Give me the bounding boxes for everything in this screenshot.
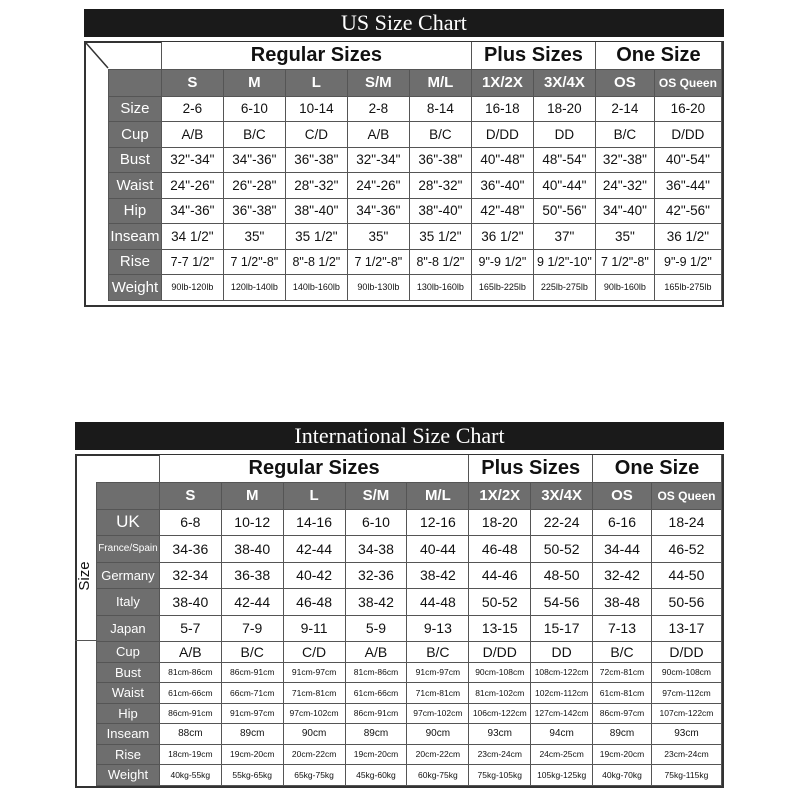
intl-cell: 72cm-81cm: [593, 662, 652, 683]
intl-cell: 12-16: [407, 509, 469, 536]
intl-cell: 81cm-86cm: [159, 662, 221, 683]
intl-cell: 34-36: [159, 536, 221, 563]
intl-cell: 105kg-125kg: [531, 765, 593, 786]
intl-row-label: Germany: [97, 562, 160, 589]
intl-chart-title: International Size Chart: [75, 422, 724, 450]
intl-cell: 61cm-66cm: [159, 683, 221, 704]
intl-cell: 108cm-122cm: [531, 662, 593, 683]
us-row: [109, 96, 722, 122]
us-row-label: Bust: [109, 147, 162, 173]
intl-row: [97, 765, 722, 786]
intl-cell: 15-17: [531, 615, 593, 642]
intl-cell: 50-52: [469, 589, 531, 616]
intl-cell: 40-42: [283, 562, 345, 589]
us-cell: B/C: [223, 122, 285, 148]
intl-cell: 90cm: [283, 724, 345, 745]
intl-cell: 90cm: [407, 724, 469, 745]
intl-cell: 89cm: [221, 724, 283, 745]
intl-cell: 13-17: [651, 615, 721, 642]
intl-cell: A/B: [345, 642, 407, 663]
us-cell: 7 1/2"-8": [347, 249, 409, 275]
us-cell: 2-14: [595, 96, 654, 122]
us-cell: 165lb-225lb: [471, 275, 533, 301]
intl-row: [97, 509, 722, 536]
us-cell: 16-18: [471, 96, 533, 122]
intl-cell: 7-13: [593, 615, 652, 642]
us-size-header: S/M: [347, 69, 409, 96]
us-row-label: Inseam: [109, 224, 162, 250]
intl-cell: 18cm-19cm: [159, 744, 221, 765]
us-cell: 36 1/2": [471, 224, 533, 250]
us-cell: B/C: [595, 122, 654, 148]
intl-cell: B/C: [407, 642, 469, 663]
intl-cell: D/DD: [469, 642, 531, 663]
intl-cell: 60kg-75kg: [407, 765, 469, 786]
us-cell: 35 1/2": [409, 224, 471, 250]
us-row: [109, 249, 722, 275]
us-cell: 48"-54": [533, 147, 595, 173]
us-cell: 38"-40": [409, 198, 471, 224]
us-group-one-size: One Size: [595, 42, 721, 69]
intl-cell: 61cm-81cm: [593, 683, 652, 704]
us-cell: 90lb-130lb: [347, 275, 409, 301]
us-cell: 36"-38": [223, 198, 285, 224]
intl-cell: 38-40: [159, 589, 221, 616]
intl-cell: 23cm-24cm: [469, 744, 531, 765]
us-cell: C/D: [285, 122, 347, 148]
us-size-header: 1X/2X: [471, 69, 533, 96]
intl-row-label: Italy: [97, 589, 160, 616]
us-row: [109, 122, 722, 148]
us-size-header: OS: [595, 69, 654, 96]
intl-group-regular-sizes: Regular Sizes: [159, 455, 468, 482]
intl-size-table: [96, 455, 722, 786]
intl-row-label: Rise: [97, 744, 160, 765]
intl-cell: 6-16: [593, 509, 652, 536]
us-cell: 90lb-160lb: [595, 275, 654, 301]
intl-size-header: 1X/2X: [469, 482, 531, 509]
intl-group-one-size: One Size: [593, 455, 722, 482]
us-row: [109, 198, 722, 224]
intl-cell: 97cm-102cm: [407, 703, 469, 724]
us-cell: 34"-40": [595, 198, 654, 224]
intl-row-label: Cup: [97, 642, 160, 663]
us-cell: 35": [223, 224, 285, 250]
us-cell: 34 1/2": [161, 224, 223, 250]
intl-cell: 48-50: [531, 562, 593, 589]
intl-cell: 106cm-122cm: [469, 703, 531, 724]
intl-cell: 61cm-66cm: [345, 683, 407, 704]
us-cell: 34"-36": [223, 147, 285, 173]
intl-cell: 91cm-97cm: [407, 662, 469, 683]
intl-cell: 75kg-115kg: [651, 765, 721, 786]
us-cell: 7 1/2"-8": [595, 249, 654, 275]
us-chart-title: US Size Chart: [84, 9, 724, 37]
us-size-table: [108, 42, 722, 301]
intl-cell: 40kg-70kg: [593, 765, 652, 786]
intl-cell: 81cm-86cm: [345, 662, 407, 683]
intl-cell: 89cm: [593, 724, 652, 745]
us-row-label: Size: [109, 96, 162, 122]
us-cell: 28"-32": [409, 173, 471, 199]
us-cell: 40"-44": [533, 173, 595, 199]
intl-size-header: M: [221, 482, 283, 509]
us-size-header: M: [223, 69, 285, 96]
intl-cell: 71cm-81cm: [407, 683, 469, 704]
intl-cell: 7-9: [221, 615, 283, 642]
us-cell: 36"-40": [471, 173, 533, 199]
intl-row-label: Inseam: [97, 724, 160, 745]
intl-cell: 18-24: [651, 509, 721, 536]
intl-size-header: S/M: [345, 482, 407, 509]
intl-cell: 32-34: [159, 562, 221, 589]
intl-row: [97, 744, 722, 765]
us-cell: 32"-34": [347, 147, 409, 173]
intl-size-header: OS: [593, 482, 652, 509]
us-cell: 6-10: [223, 96, 285, 122]
intl-row-label: UK: [97, 509, 160, 536]
us-cell: 130lb-160lb: [409, 275, 471, 301]
intl-cell: 10-12: [221, 509, 283, 536]
us-cell: 36"-38": [409, 147, 471, 173]
us-cell: 18-20: [533, 96, 595, 122]
intl-cell: 46-48: [283, 589, 345, 616]
intl-cell: 23cm-24cm: [651, 744, 721, 765]
intl-cell: C/D: [283, 642, 345, 663]
intl-size-divider: [75, 640, 96, 641]
intl-cell: 22-24: [531, 509, 593, 536]
intl-cell: 102cm-112cm: [531, 683, 593, 704]
intl-cell: 75kg-105kg: [469, 765, 531, 786]
intl-cell: 46-48: [469, 536, 531, 563]
intl-cell: 45kg-60kg: [345, 765, 407, 786]
intl-cell: 46-52: [651, 536, 721, 563]
intl-cell: 34-38: [345, 536, 407, 563]
us-corner-blank: [109, 42, 162, 69]
intl-row-label: Bust: [97, 662, 160, 683]
us-cell: 165lb-275lb: [654, 275, 721, 301]
us-cell: A/B: [161, 122, 223, 148]
us-cell: 120lb-140lb: [223, 275, 285, 301]
intl-cell: 9-11: [283, 615, 345, 642]
us-cell: 32"-38": [595, 147, 654, 173]
intl-cell: 93cm: [651, 724, 721, 745]
us-cell: 10-14: [285, 96, 347, 122]
us-cell: 140lb-160lb: [285, 275, 347, 301]
intl-cell: 127cm-142cm: [531, 703, 593, 724]
us-cell: 42"-48": [471, 198, 533, 224]
intl-cell: 42-44: [283, 536, 345, 563]
intl-group-plus-sizes: Plus Sizes: [469, 455, 593, 482]
intl-size-header: S: [159, 482, 221, 509]
intl-cell: D/DD: [651, 642, 721, 663]
us-cell: D/DD: [654, 122, 721, 148]
us-size-header: M/L: [409, 69, 471, 96]
intl-cell: 36-38: [221, 562, 283, 589]
intl-cell: 38-48: [593, 589, 652, 616]
us-size-header: S: [161, 69, 223, 96]
intl-cell: 9-13: [407, 615, 469, 642]
us-cell: 34"-36": [161, 198, 223, 224]
us-row-label: Waist: [109, 173, 162, 199]
us-cell: 90lb-120lb: [161, 275, 223, 301]
us-cell: 16-20: [654, 96, 721, 122]
intl-row: [97, 662, 722, 683]
intl-row-label: Waist: [97, 683, 160, 704]
intl-cell: 5-9: [345, 615, 407, 642]
intl-cell: 5-7: [159, 615, 221, 642]
intl-cell: 42-44: [221, 589, 283, 616]
intl-row: [97, 562, 722, 589]
us-cell: DD: [533, 122, 595, 148]
intl-row-label: France/Spain: [97, 536, 160, 563]
intl-cell: 97cm-102cm: [283, 703, 345, 724]
us-cell: 24"-26": [347, 173, 409, 199]
intl-row-label: Hip: [97, 703, 160, 724]
intl-cell: 86cm-97cm: [593, 703, 652, 724]
intl-cell: 94cm: [531, 724, 593, 745]
intl-cell: B/C: [593, 642, 652, 663]
intl-row: [97, 589, 722, 616]
us-cell: 36"-44": [654, 173, 721, 199]
us-cell: 9"-9 1/2": [471, 249, 533, 275]
intl-cell: A/B: [159, 642, 221, 663]
intl-row: [97, 724, 722, 745]
us-row-label: Rise: [109, 249, 162, 275]
intl-cell: 50-56: [651, 589, 721, 616]
intl-size-side-label: Size: [76, 561, 93, 591]
us-cell: 2-6: [161, 96, 223, 122]
intl-cell: 34-44: [593, 536, 652, 563]
intl-cell: 18-20: [469, 509, 531, 536]
intl-cell: 91cm-97cm: [283, 662, 345, 683]
intl-cell: 93cm: [469, 724, 531, 745]
intl-cell: 81cm-102cm: [469, 683, 531, 704]
intl-cell: 71cm-81cm: [283, 683, 345, 704]
intl-cell: 38-40: [221, 536, 283, 563]
intl-cell: DD: [531, 642, 593, 663]
us-cell: 36 1/2": [654, 224, 721, 250]
intl-corner-blank: [97, 455, 160, 482]
us-cell: 37": [533, 224, 595, 250]
us-cell: 225lb-275lb: [533, 275, 595, 301]
us-group-plus-sizes: Plus Sizes: [471, 42, 595, 69]
us-cell: 36"-38": [285, 147, 347, 173]
us-row-label: Cup: [109, 122, 162, 148]
us-cell: 26"-28": [223, 173, 285, 199]
us-cell: B/C: [409, 122, 471, 148]
intl-row-label: Japan: [97, 615, 160, 642]
intl-cell: 19cm-20cm: [221, 744, 283, 765]
intl-size-header: OS Queen: [651, 482, 721, 509]
intl-cell: 6-8: [159, 509, 221, 536]
intl-cell: 107cm-122cm: [651, 703, 721, 724]
us-size-header: OS Queen: [654, 69, 721, 96]
intl-cell: 86cm-91cm: [221, 662, 283, 683]
intl-cell: 20cm-22cm: [283, 744, 345, 765]
us-cell: 8"-8 1/2": [285, 249, 347, 275]
intl-cell: 44-50: [651, 562, 721, 589]
intl-cell: 32-42: [593, 562, 652, 589]
us-cell: 9"-9 1/2": [654, 249, 721, 275]
intl-cell: 50-52: [531, 536, 593, 563]
intl-cell: 38-42: [345, 589, 407, 616]
intl-row: [97, 536, 722, 563]
intl-cell: 44-48: [407, 589, 469, 616]
intl-cell: 32-36: [345, 562, 407, 589]
us-cell: 24"-32": [595, 173, 654, 199]
intl-cell: 14-16: [283, 509, 345, 536]
us-row-label: Hip: [109, 198, 162, 224]
us-cell: 32"-34": [161, 147, 223, 173]
us-row: [109, 224, 722, 250]
us-size-header: L: [285, 69, 347, 96]
intl-cell: 90cm-108cm: [651, 662, 721, 683]
us-cell: 35": [347, 224, 409, 250]
us-cell: 34"-36": [347, 198, 409, 224]
us-cell: 40"-54": [654, 147, 721, 173]
intl-cell: 86cm-91cm: [159, 703, 221, 724]
intl-row: [97, 642, 722, 663]
us-cell: 2-8: [347, 96, 409, 122]
intl-cell: 89cm: [345, 724, 407, 745]
intl-cell: 66cm-71cm: [221, 683, 283, 704]
intl-cell: 38-42: [407, 562, 469, 589]
intl-row: [97, 615, 722, 642]
us-size-header-corner: [109, 69, 162, 96]
intl-cell: 13-15: [469, 615, 531, 642]
us-cell: A/B: [347, 122, 409, 148]
intl-cell: 90cm-108cm: [469, 662, 531, 683]
intl-cell: 6-10: [345, 509, 407, 536]
intl-cell: 54-56: [531, 589, 593, 616]
intl-row: [97, 683, 722, 704]
intl-cell: 24cm-25cm: [531, 744, 593, 765]
us-cell: 35": [595, 224, 654, 250]
intl-cell: B/C: [221, 642, 283, 663]
us-cell: 8-14: [409, 96, 471, 122]
intl-size-header: 3X/4X: [531, 482, 593, 509]
us-row: [109, 173, 722, 199]
us-size-header: 3X/4X: [533, 69, 595, 96]
intl-cell: 44-46: [469, 562, 531, 589]
us-group-regular-sizes: Regular Sizes: [161, 42, 471, 69]
us-cell: D/DD: [471, 122, 533, 148]
us-cell: 24"-26": [161, 173, 223, 199]
intl-size-header: L: [283, 482, 345, 509]
us-row-label: Weight: [109, 275, 162, 301]
intl-row-label: Weight: [97, 765, 160, 786]
us-cell: 28"-32": [285, 173, 347, 199]
us-cell: 7-7 1/2": [161, 249, 223, 275]
intl-cell: 91cm-97cm: [221, 703, 283, 724]
us-cell: 50"-56": [533, 198, 595, 224]
intl-cell: 97cm-112cm: [651, 683, 721, 704]
us-row: [109, 147, 722, 173]
intl-cell: 19cm-20cm: [345, 744, 407, 765]
intl-size-header-corner: [97, 482, 160, 509]
us-cell: 8"-8 1/2": [409, 249, 471, 275]
us-cell: 40"-48": [471, 147, 533, 173]
intl-cell: 88cm: [159, 724, 221, 745]
us-row: [109, 275, 722, 301]
intl-cell: 86cm-91cm: [345, 703, 407, 724]
intl-cell: 40-44: [407, 536, 469, 563]
intl-cell: 65kg-75kg: [283, 765, 345, 786]
us-cell: 42"-56": [654, 198, 721, 224]
intl-size-header: M/L: [407, 482, 469, 509]
us-cell: 35 1/2": [285, 224, 347, 250]
us-cell: 9 1/2"-10": [533, 249, 595, 275]
us-cell: 7 1/2"-8": [223, 249, 285, 275]
intl-cell: 40kg-55kg: [159, 765, 221, 786]
us-cell: 38"-40": [285, 198, 347, 224]
intl-cell: 19cm-20cm: [593, 744, 652, 765]
intl-row: [97, 703, 722, 724]
intl-cell: 20cm-22cm: [407, 744, 469, 765]
intl-cell: 55kg-65kg: [221, 765, 283, 786]
